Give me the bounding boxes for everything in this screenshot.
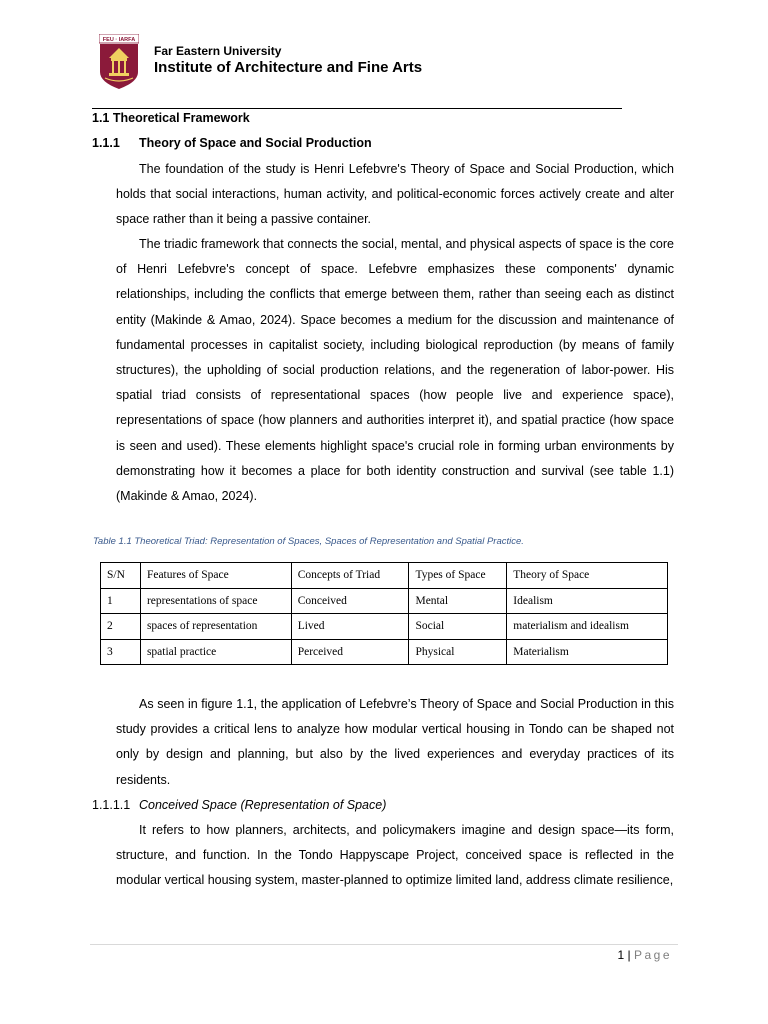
paragraph-3: As seen in figure 1.1, the application of Lefebvre’s Theory of Space and Social Production in this study provides a critical lens to analyze how modular vertical housing in Tondo can be shaped not only by design and planning, but also by the lived experiences and everyday practices of its residents. [116, 697, 674, 787]
theoretical-triad-table [100, 562, 668, 665]
table-header-cell: Types of Space [409, 563, 507, 589]
table-cell: Physical [409, 639, 507, 665]
paragraph-1: The foundation of the study is Henri Lefebvre's Theory of Space and Social Production, which holds that social interactions, human activity, and political-economic forces actively create and alter space rather than it being a passive container. [116, 162, 674, 227]
page-separator: | [627, 948, 631, 962]
table-row [101, 614, 668, 640]
paragraph-4: It refers to how planners, architects, and policymakers imagine and design space—its form, structure, and function. In the Tondo Happyscape Project, conceived space is reflected in the modular vertical housing system, master-planned to optimize limited land, address climate resilience, [116, 823, 674, 888]
table-cell: Perceived [291, 639, 409, 665]
footer-rule [90, 944, 678, 945]
page-label: Page [633, 948, 672, 962]
page-footer [560, 948, 672, 962]
table-header-cell: Concepts of Triad [291, 563, 409, 589]
table-cell: spaces of representation [140, 614, 291, 640]
table-cell: Conceived [291, 588, 409, 614]
subsubsection-title: Conceived Space (Representation of Space) [139, 798, 387, 812]
table-cell: Social [409, 614, 507, 640]
table-header-cell: Theory of Space [507, 563, 668, 589]
subsection-number: 1.1.1 [92, 136, 120, 150]
table-row [101, 588, 668, 614]
subsubsection-number: 1.1.1.1 [92, 798, 131, 812]
feu-iarfa-logo [99, 34, 139, 90]
table-header-row [101, 563, 668, 589]
table-cell: Idealism [507, 588, 668, 614]
table-row [101, 639, 668, 665]
section-heading: 1.1 Theoretical Framework [92, 111, 250, 125]
institution-block [154, 44, 422, 77]
table-cell: 2 [101, 614, 141, 640]
page-number: 1 [617, 948, 625, 962]
table-cell: spatial practice [140, 639, 291, 665]
logo-text: FEU · IARFA [102, 37, 136, 43]
table-header-cell: S/N [101, 563, 141, 589]
paragraph-2: The triadic framework that connects the social, mental, and physical aspects of space is the core of Henri Lefebvre's concept of space. Lefebvre emphasizes these components' dynamic relationships, including the conflicts that emerge between them, rather than seeing each as distinct entity (Makinde & Amao, 2024). Space becomes a medium for the discussion and maintenance of fundamental processes in capitalist society, including biological reproduction (by means of family structures), the upholding of social production relations, and the regeneration of labor-power. His spatial triad consists of representational spaces (how people live and experience space), representations of space (how planners and authorities interpret it), and spatial practice (how space is seen and used). These elements highlight space's crucial role in forming urban environments by demonstrating how it becomes a place for both identity construction and survival (see table 1.1) (Makinde & Amao, 2024). [116, 237, 674, 504]
table-header-cell: Features of Space [140, 563, 291, 589]
table-cell: 3 [101, 639, 141, 665]
table-cell: Materialism [507, 639, 668, 665]
institute-name: Institute of Architecture and Fine Arts [154, 59, 423, 76]
table-cell: 1 [101, 588, 141, 614]
table-cell: Lived [291, 614, 409, 640]
table-cell: materialism and idealism [507, 614, 668, 640]
subsection-title: Theory of Space and Social Production [139, 136, 372, 150]
table-caption: Table 1.1 Theoretical Triad: Representation of Spaces, Spaces of Representation and Spatial Practice. [93, 536, 524, 547]
table-cell: representations of space [140, 588, 291, 614]
subsubsection-heading [92, 798, 386, 812]
table-cell: Mental [409, 588, 507, 614]
header-rule [92, 108, 622, 109]
university-name: Far Eastern University [154, 44, 282, 58]
subsection-heading [92, 136, 372, 150]
